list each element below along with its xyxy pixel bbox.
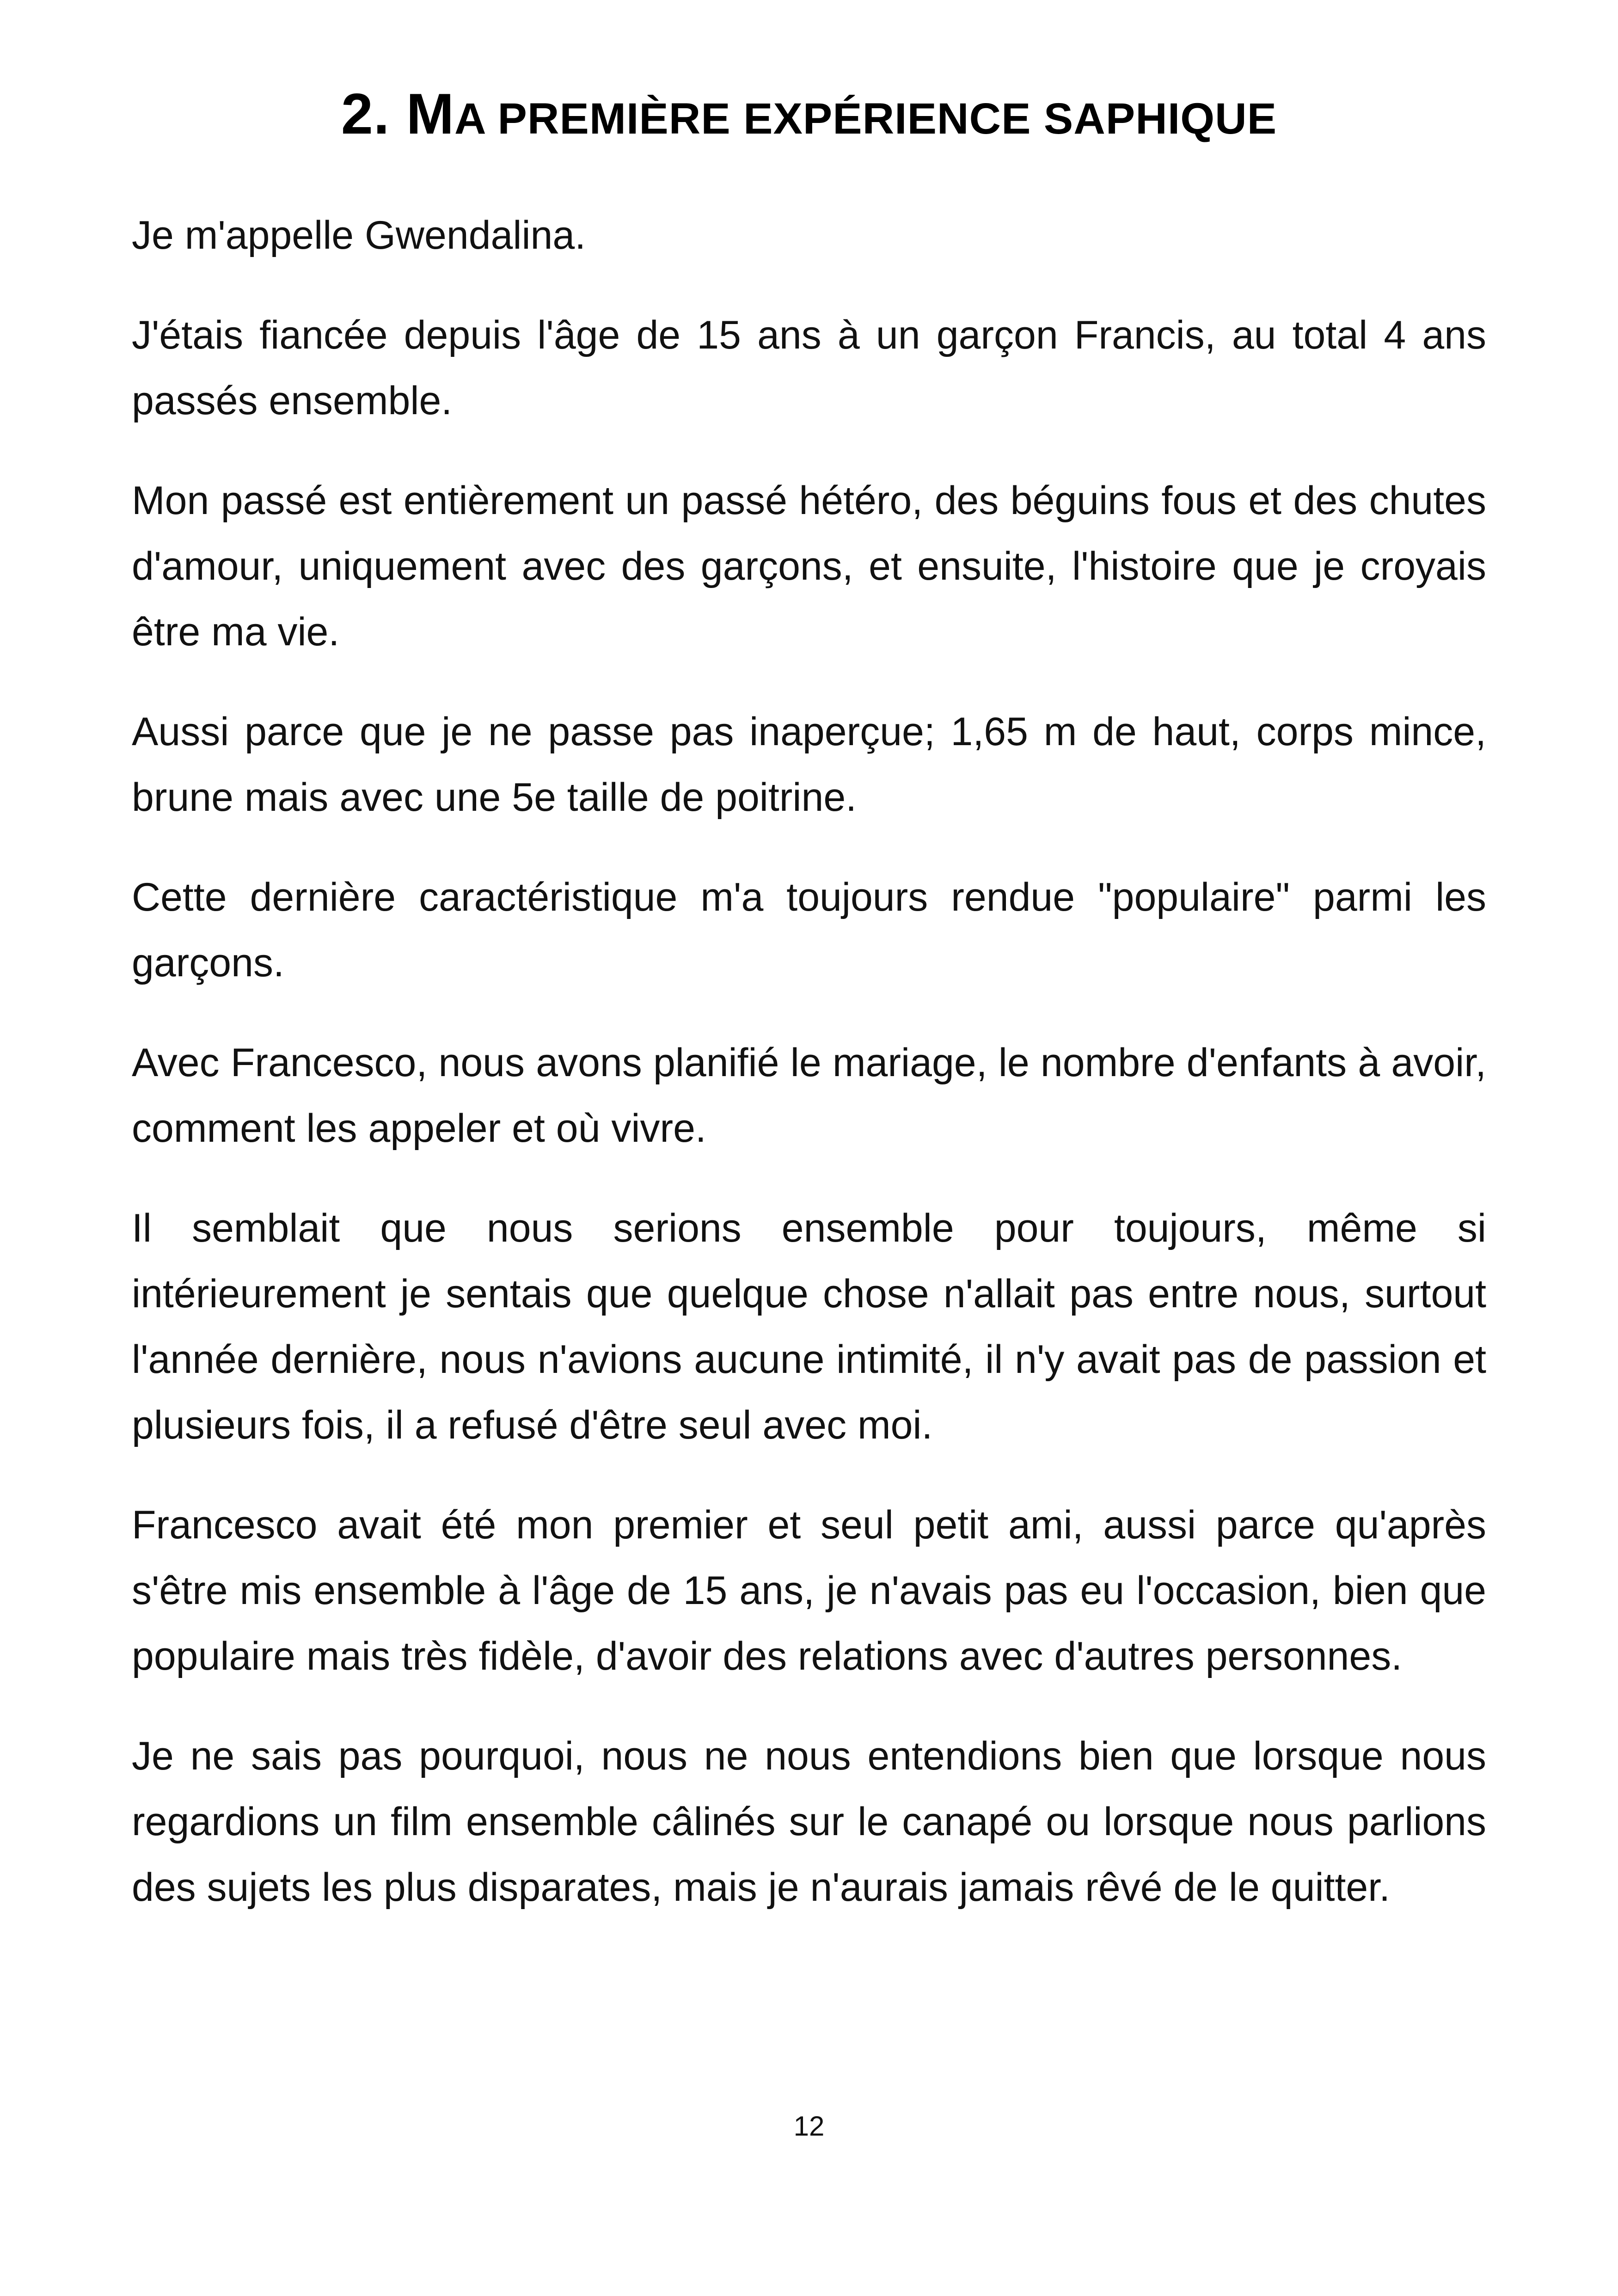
paragraph: Avec Francesco, nous avons planifié le mariage, le nombre d'enfants à avoir, comment les appeler et où vivre. [132,1041,1486,1151]
paragraph: Je m'appelle Gwendalina. [132,213,586,257]
chapter-title-rest: A PREMIÈRE EXPÉRIENCE SAPHIQUE [454,94,1277,143]
chapter-title [0,81,1618,147]
body-text [132,202,1486,1954]
paragraph: Cette dernière caractéristique m'a toujours rendue "populaire" parmi les garçons. [132,875,1486,985]
paragraph: Francesco avait été mon premier et seul petit ami, aussi parce qu'après s'être mis ensemble à l'âge de 15 ans, je n'avais pas eu l'occasion, bien que populaire mais très fidèle, d'avoir des relations avec d'autres personnes. [132,1503,1486,1678]
paragraph: Aussi parce que je ne passe pas inaperçue; 1,65 m de haut, corps mince, brune mais avec une 5e taille de poitrine. [132,710,1486,820]
chapter-title-lead: 2. M [341,82,455,146]
page-number: 12 [793,2111,825,2142]
paragraph: Je ne sais pas pourquoi, nous ne nous entendions bien que lorsque nous regardions un film ensemble câlinés sur le canapé ou lorsque nous parlions des sujets les plus disparates, mais je n'aurais jamais rêvé de le quitter. [132,1734,1486,1910]
paragraph: J'étais fiancée depuis l'âge de 15 ans à un garçon Francis, au total 4 ans passés ensemble. [132,313,1486,423]
paragraph: Mon passé est entièrement un passé hétéro, des béguins fous et des chutes d'amour, uniquement avec des garçons, et ensuite, l'histoire que je croyais être ma vie. [132,478,1486,654]
paragraph: Il semblait que nous serions ensemble pour toujours, même si intérieurement je sentais que quelque chose n'allait pas entre nous, surtout l'année dernière, nous n'avions aucune intimité, il n'y avait pas de passion et plusieurs fois, il a refusé d'être seul avec moi. [132,1206,1486,1447]
